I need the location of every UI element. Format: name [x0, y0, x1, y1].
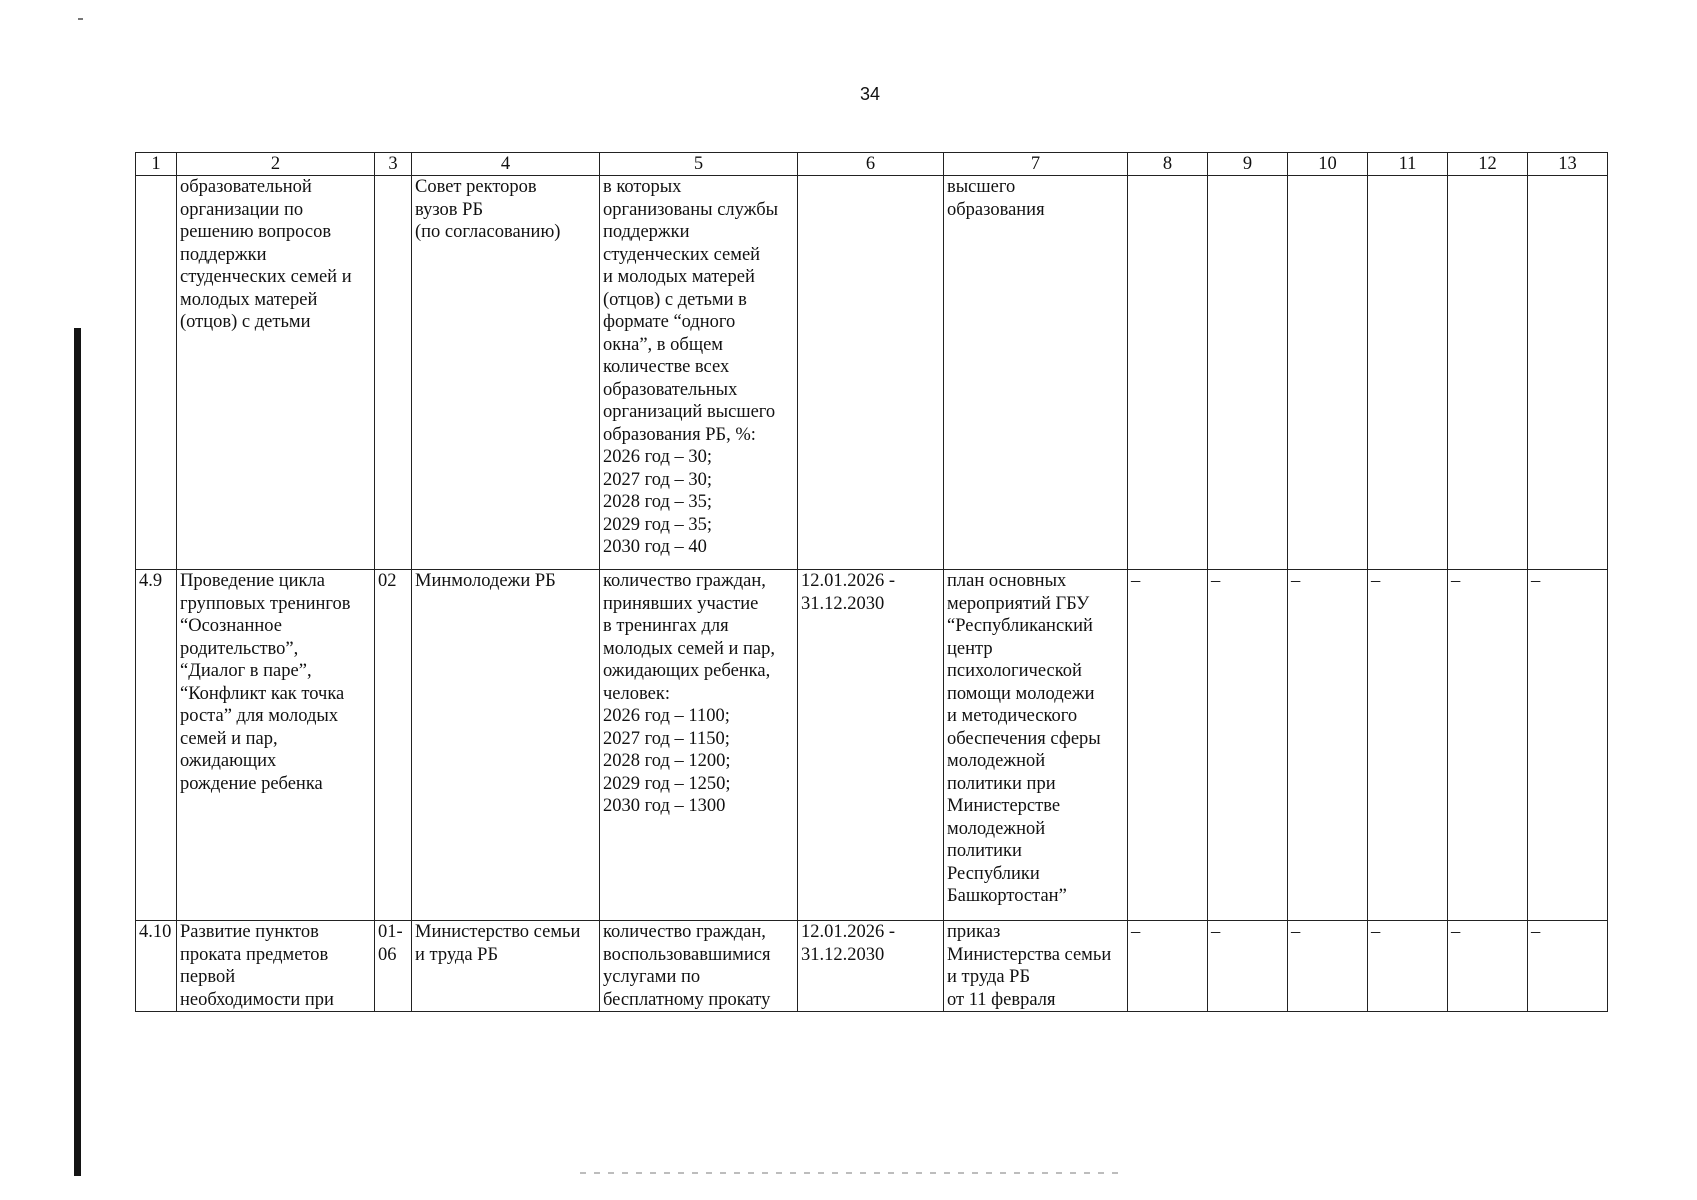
- cell-text-line: поддержки: [180, 244, 267, 265]
- cell-text-line: семей и пар,: [180, 728, 278, 749]
- cell-text-line: 31.12.2030: [801, 593, 885, 614]
- cell-text-line: высшего: [947, 177, 1016, 197]
- cell-text-line: групповых тренингов: [180, 593, 351, 614]
- indicator-cell: [600, 921, 798, 1012]
- cell-text-line: Совет ректоров: [415, 177, 537, 197]
- cell-text-line: Проведение цикла: [180, 571, 325, 591]
- cell-text-line: 2026 год – 1100;: [603, 706, 730, 726]
- cell-text-line: организованы службы: [603, 199, 779, 220]
- indicator-cell: [600, 176, 798, 570]
- table-row: [136, 176, 1608, 570]
- cell-text-line: план основных: [947, 571, 1067, 591]
- basis-document-cell: [944, 570, 1128, 921]
- cell-text-line: количество граждан,: [603, 922, 766, 942]
- code-cell: [375, 176, 412, 570]
- cell-text-line: организаций высшего: [603, 402, 776, 422]
- cell-text-line: приказ: [947, 922, 1001, 942]
- cell-text-line: 2030 год – 1300: [603, 796, 726, 816]
- indicator-value-cell: –: [1448, 570, 1528, 921]
- cell-text-line: молодых матерей: [180, 289, 318, 310]
- cell-text-line: 2026 год – 30;: [603, 447, 713, 467]
- cell-text-line: Развитие пунктов: [180, 922, 319, 942]
- cell-text-line: молодежной: [947, 818, 1046, 839]
- header-cell: 7: [944, 153, 1128, 176]
- indicator-value-cell: [1208, 176, 1288, 570]
- executor-cell: [412, 570, 600, 921]
- scan-mark: [78, 18, 83, 20]
- table-row: [136, 570, 1608, 921]
- cell-text-line: вузов РБ: [415, 199, 484, 220]
- cell-text-line: услугами по: [603, 967, 701, 987]
- cell-text-line: “Осознанное: [180, 616, 282, 636]
- indicator-value-cell: –: [1368, 921, 1448, 1012]
- header-cell: 9: [1208, 153, 1288, 176]
- indicator-value-cell: –: [1448, 921, 1528, 1012]
- cell-text-line: студенческих семей и: [180, 267, 352, 287]
- executor-cell: [412, 176, 600, 570]
- cell-text-line: “Республиканский: [947, 616, 1093, 636]
- cell-text-line: (отцов) с детьми в: [603, 289, 747, 310]
- cell-text-line: политики при: [947, 773, 1056, 794]
- header-cell: 6: [798, 153, 944, 176]
- cell-text-line: решению вопросов: [180, 222, 332, 242]
- cell-text-line: 2028 год – 1200;: [603, 751, 731, 771]
- indicator-value-cell: [1288, 176, 1368, 570]
- cell-text-line: студенческих семей: [603, 244, 761, 265]
- header-cell: 1: [136, 153, 177, 176]
- header-cell: 8: [1128, 153, 1208, 176]
- cell-text-line: 2027 год – 1150;: [603, 728, 730, 749]
- cell-text-line: образовательных: [603, 379, 738, 400]
- cell-text-line: 12.01.2026 -: [801, 922, 896, 942]
- cell-text-line: молодых семей и пар,: [603, 638, 775, 659]
- header-cell: 2: [177, 153, 375, 176]
- cell-text-line: Министерства семьи: [947, 944, 1112, 965]
- cell-text-line: психологической: [947, 661, 1082, 681]
- cell-text-line: (по согласованию): [415, 222, 561, 242]
- cell-text-line: центр: [947, 638, 993, 659]
- cell-text-line: “Конфликт как точка: [180, 683, 345, 704]
- cell-text-line: бесплатному прокату: [603, 989, 771, 1010]
- cell-text-line: человек:: [603, 683, 670, 704]
- cell-text-line: 2030 год – 40: [603, 537, 707, 557]
- executor-cell: [412, 921, 600, 1012]
- cell-text-line: и методического: [947, 706, 1078, 726]
- header-cell: 12: [1448, 153, 1528, 176]
- cell-text-line: и труда РБ: [947, 967, 1031, 987]
- indicator-value-cell: [1368, 176, 1448, 570]
- event-name-cell: [177, 570, 375, 921]
- header-cell: 4: [412, 153, 600, 176]
- code-cell: [375, 570, 412, 921]
- cell-text-line: в тренингах для: [603, 616, 729, 636]
- cell-text-line: Министерство семьи: [415, 922, 581, 942]
- cell-text-line: необходимости при: [180, 989, 334, 1010]
- indicator-value-cell: –: [1128, 570, 1208, 921]
- cell-text-line: поддержки: [603, 222, 690, 242]
- cell-text-line: организации по: [180, 199, 304, 220]
- cell-text-line: роста” для молодых: [180, 706, 339, 726]
- scan-binding-bar: [74, 328, 81, 1176]
- table-header-row: [136, 153, 1608, 176]
- cell-text-line: родительство”,: [180, 638, 299, 659]
- row-number-cell: [136, 176, 177, 570]
- indicator-value-cell: –: [1208, 570, 1288, 921]
- period-cell: [798, 921, 944, 1012]
- cell-text-line: 31.12.2030: [801, 944, 885, 965]
- cell-text-line: молодежной: [947, 751, 1046, 771]
- event-name-cell: [177, 921, 375, 1012]
- row-number-cell: 4.10: [136, 921, 177, 1012]
- cell-text-line: обеспечения сферы: [947, 728, 1101, 749]
- cell-text-line: мероприятий ГБУ: [947, 593, 1090, 614]
- basis-document-cell: [944, 921, 1128, 1012]
- cell-text-line: и труда РБ: [415, 944, 499, 965]
- cell-text-line: проката предметов: [180, 944, 329, 965]
- cell-text-line: принявших участие: [603, 593, 759, 614]
- indicator-value-cell: –: [1128, 921, 1208, 1012]
- cell-text-line: “Диалог в паре”,: [180, 661, 312, 681]
- indicator-value-cell: –: [1288, 570, 1368, 921]
- table-row: [136, 921, 1608, 1012]
- cell-text-line: 2029 год – 35;: [603, 514, 713, 535]
- indicator-value-cell: [1448, 176, 1528, 570]
- row-number-cell: 4.9: [136, 570, 177, 921]
- cell-text-line: образования: [947, 199, 1045, 220]
- cell-text-line: Минмолодежи РБ: [415, 571, 556, 591]
- header-cell: 11: [1368, 153, 1448, 176]
- indicator-value-cell: [1528, 176, 1608, 570]
- cell-text-line: ожидающих ребенка,: [603, 661, 771, 681]
- cell-text-line: количестве всех: [603, 357, 730, 377]
- cell-text-line: образования РБ, %:: [603, 424, 756, 445]
- cell-text-line: 2029 год – 1250;: [603, 773, 731, 794]
- cell-text-line: 2027 год – 30;: [603, 469, 713, 490]
- scan-artifact-dots: [580, 1172, 1120, 1174]
- cell-text-line: и молодых матерей: [603, 267, 755, 287]
- table-body: [136, 176, 1608, 1012]
- cell-text-line: воспользовавшимися: [603, 944, 771, 965]
- basis-document-cell: [944, 176, 1128, 570]
- cell-text-line: в которых: [603, 177, 682, 197]
- cell-text-line: ожидающих: [180, 751, 277, 771]
- code-cell: [375, 921, 412, 1012]
- cell-text-line: количество граждан,: [603, 571, 766, 591]
- header-cell: 13: [1528, 153, 1608, 176]
- cell-text-line: от 11 февраля: [947, 989, 1056, 1010]
- cell-text-line: (отцов) с детьми: [180, 312, 311, 332]
- indicator-value-cell: –: [1368, 570, 1448, 921]
- cell-text-line: Республики: [947, 863, 1040, 884]
- indicator-value-cell: –: [1208, 921, 1288, 1012]
- cell-text-line: 01-: [378, 922, 403, 942]
- cell-text-line: первой: [180, 967, 236, 987]
- event-name-cell: [177, 176, 375, 570]
- header-cell: 10: [1288, 153, 1368, 176]
- cell-text-line: формате “одного: [603, 312, 736, 332]
- indicator-value-cell: –: [1288, 921, 1368, 1012]
- header-cell: 3: [375, 153, 412, 176]
- cell-text-line: 06: [378, 944, 397, 965]
- cell-text-line: Министерстве: [947, 796, 1061, 816]
- cell-text-line: окна”, в общем: [603, 334, 723, 355]
- period-cell: [798, 570, 944, 921]
- cell-text-line: помощи молодежи: [947, 683, 1095, 704]
- cell-text-line: Башкортостан”: [947, 886, 1067, 906]
- cell-text-line: 2028 год – 35;: [603, 492, 713, 512]
- indicator-value-cell: –: [1528, 921, 1608, 1012]
- period-cell: [798, 176, 944, 570]
- cell-text-line: политики: [947, 841, 1022, 861]
- measures-table: [135, 152, 1608, 1012]
- cell-text-line: рождение ребенка: [180, 773, 323, 794]
- header-cell: 5: [600, 153, 798, 176]
- cell-text-line: 12.01.2026 -: [801, 571, 896, 591]
- indicator-value-cell: –: [1528, 570, 1608, 921]
- indicator-cell: [600, 570, 798, 921]
- indicator-value-cell: [1128, 176, 1208, 570]
- page-number: 34: [859, 84, 881, 104]
- cell-text-line: 02: [378, 571, 397, 591]
- cell-text-line: образовательной: [180, 177, 312, 197]
